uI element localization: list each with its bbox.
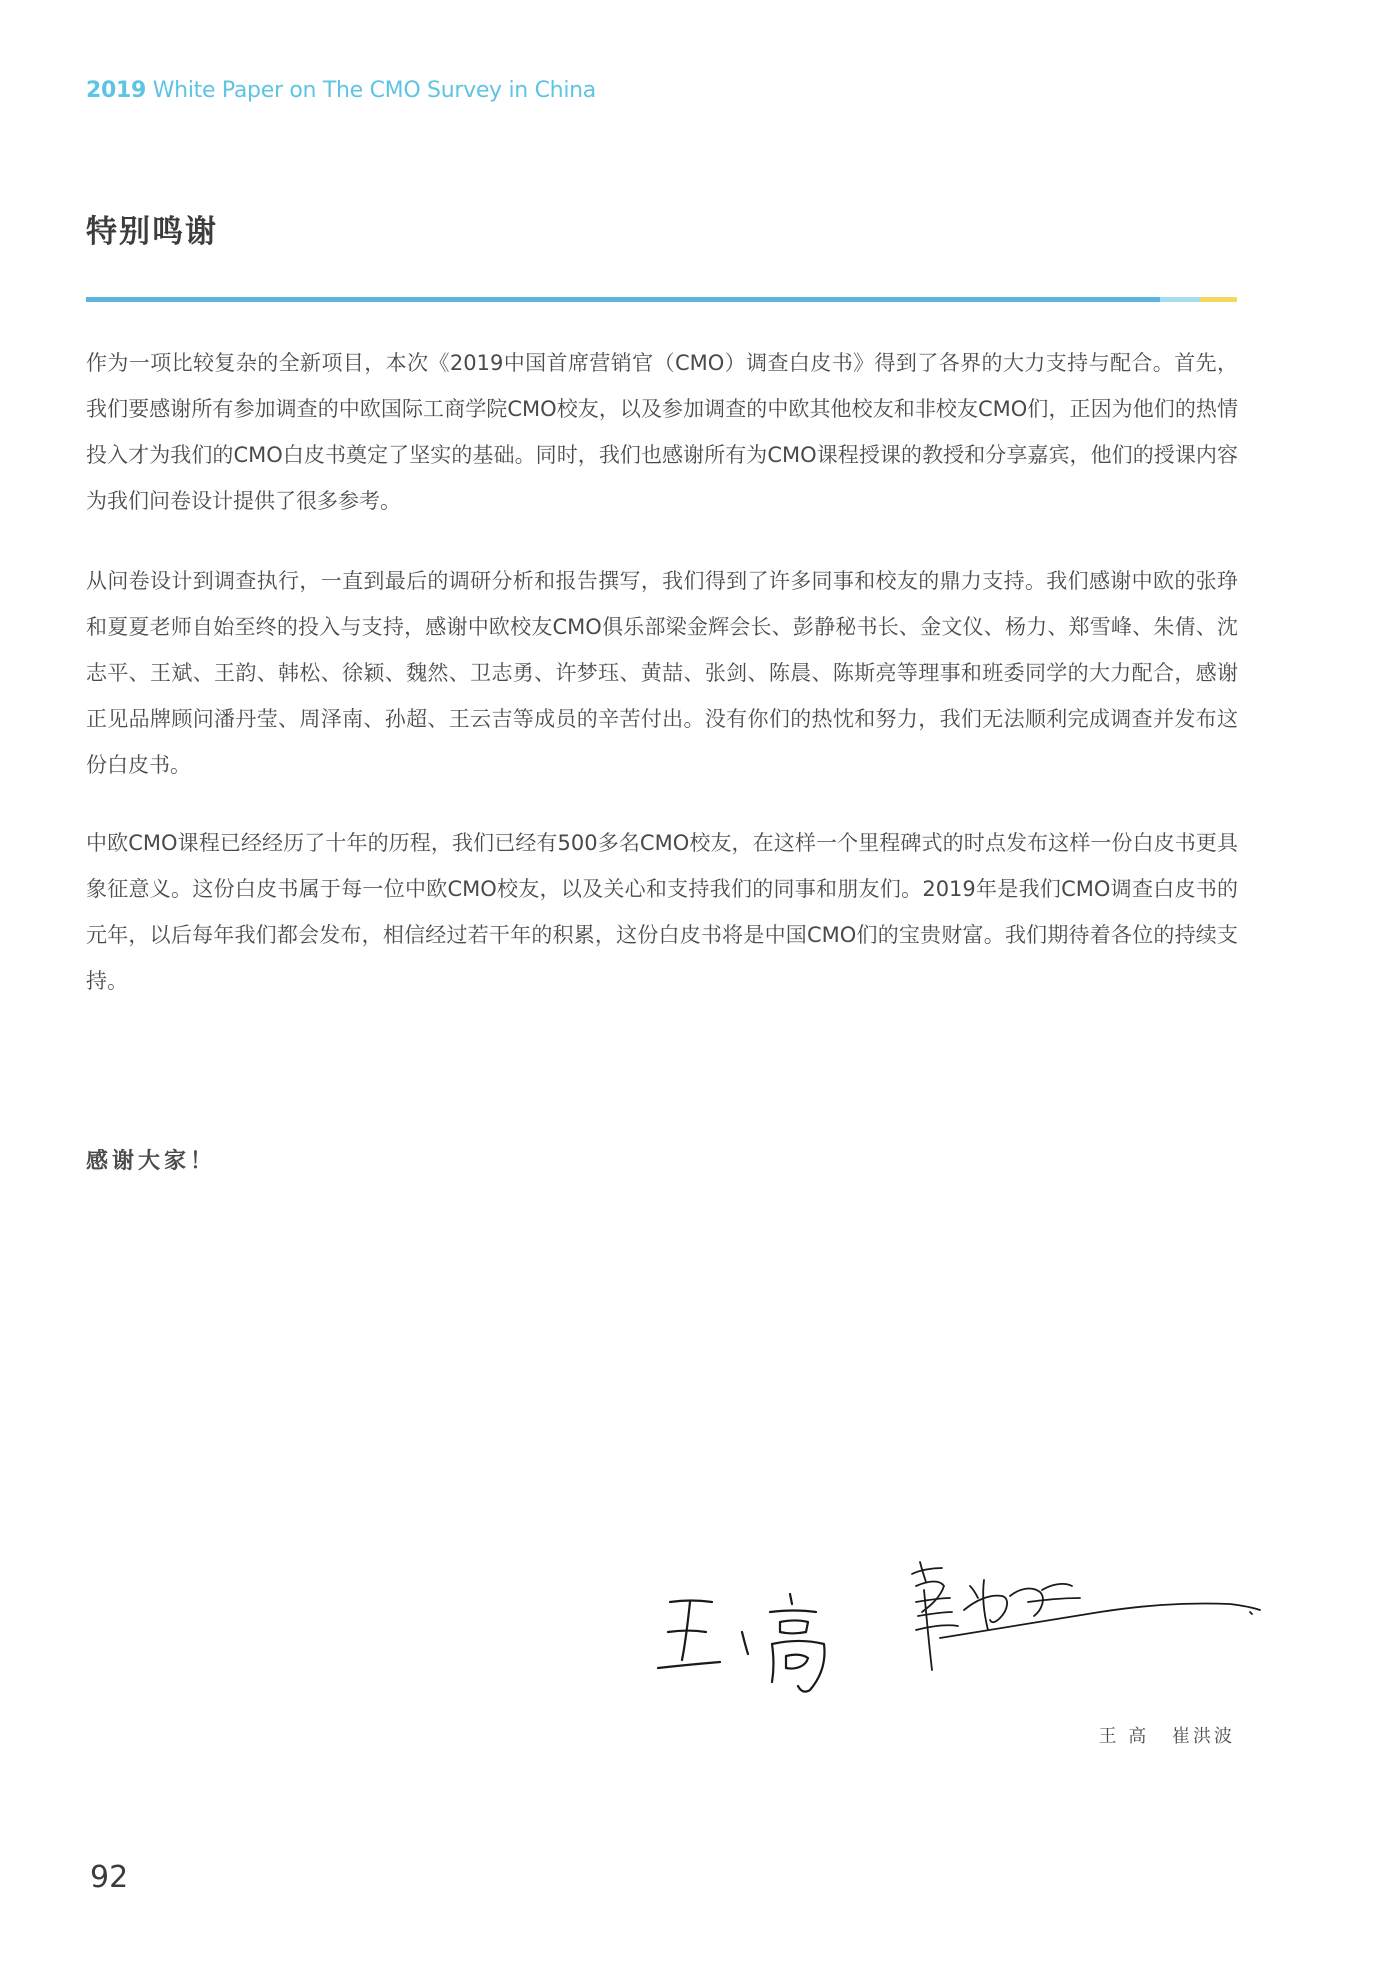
signer-name-cui-hongbo: 崔洪波: [1172, 1726, 1235, 1747]
running-header: [86, 78, 596, 103]
header-title: White Paper on The CMO Survey in China: [152, 78, 596, 103]
closing-thanks: 感谢大家！: [86, 1149, 217, 1174]
title-divider: [86, 297, 1237, 302]
divider-light-segment: [1160, 297, 1200, 302]
signature-cui-hongbo: [912, 1562, 1260, 1670]
acknowledgement-paragraph-1: 作为一项比较复杂的全新项目，本次《2019中国首席营销官（CMO）调查白皮书》得到了各界的大力支持与配合。首先，我们要感谢所有参加调查的中欧国际工商学院CMO校友，以及参加调查的中欧其他校友和非校友CMO们，正因为他们的热情投入才为我们的CMO白皮书奠定了坚实的基础。同时，我们也感谢所有为CMO课程授课的教授和分享嘉宾，他们的授课内容为我们问卷设计提供了很多参考。: [86, 351, 1238, 513]
acknowledgement-paragraph-2: 从问卷设计到调查执行，一直到最后的调研分析和报告撰写，我们得到了许多同事和校友的鼎力支持。我们感谢中欧的张琤和夏夏老师自始至终的投入与支持，感谢中欧校友CMO俱乐部梁金辉会长、彭静秘书长、金文仪、杨力、郑雪峰、朱倩、沈志平、王斌、王韵、韩松、徐颖、魏然、卫志勇、许梦珏、黄喆、张剑、陈晨、陈斯亮等理事和班委同学的大力配合，感谢正见品牌顾问潘丹莹、周泽南、孙超、王云吉等成员的辛苦付出。没有你们的热忱和努力，我们无法顺利完成调查并发布这份白皮书。: [86, 569, 1238, 777]
signer-name-wang-gao: 王 高: [1098, 1726, 1150, 1747]
section-title: 特别鸣谢: [86, 214, 218, 250]
divider-main-segment: [86, 297, 1160, 302]
signature-wang-gao: [658, 1594, 824, 1692]
handwritten-signatures: [640, 1540, 1280, 1710]
signer-names: [1099, 1722, 1235, 1748]
divider-accent-segment: [1200, 297, 1237, 302]
page-number: 92: [90, 1860, 129, 1895]
header-year: 2019: [86, 78, 147, 103]
acknowledgement-paragraph-3: 中欧CMO课程已经经历了十年的历程，我们已经有500多名CMO校友，在这样一个里程碑式的时点发布这样一份白皮书更具象征意义。这份白皮书属于每一位中欧CMO校友，以及关心和支持我们的同事和朋友们。2019年是我们CMO调查白皮书的元年，以后每年我们都会发布，相信经过若干年的积累，这份白皮书将是中国CMO们的宝贵财富。我们期待着各位的持续支持。: [86, 831, 1238, 993]
